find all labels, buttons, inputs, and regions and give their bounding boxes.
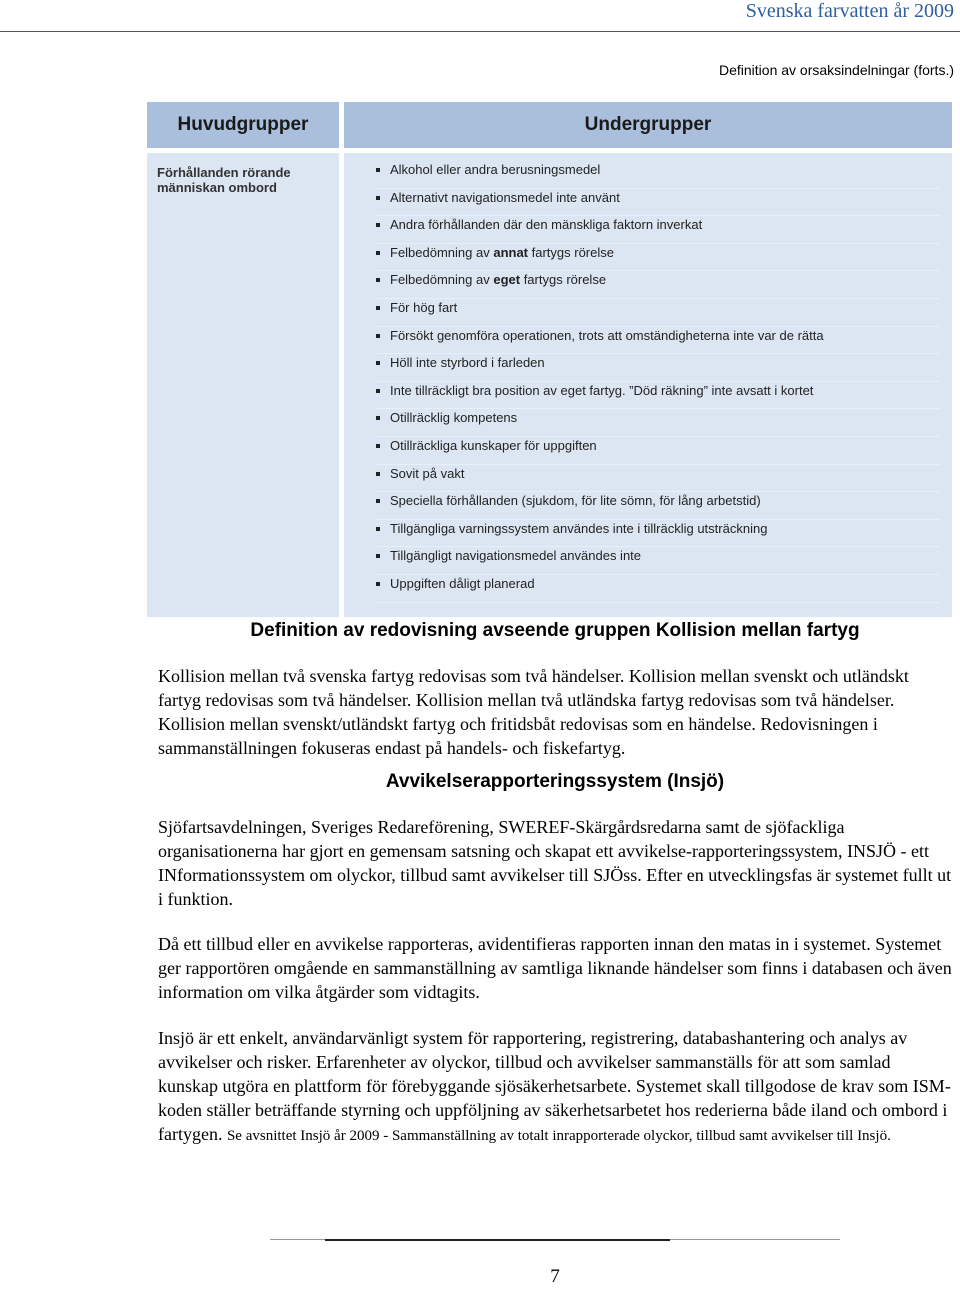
- subgroup-text: Felbedömning av: [390, 244, 494, 260]
- header-divider: [0, 31, 960, 32]
- subgroup-emphasis: annat: [493, 244, 529, 260]
- collision-definition-paragraph: Kollision mellan två svenska fartyg redovisas som två händelser. Kollision mellan svenskt och utländskt fartyg redovisas som två händelser. Kollision mellan två utländska fartyg redovisas som två händelser. Kollision mellan svenskt/utländskt fartyg och fritidsbåt redovisas som en händelse. Redovisningen i sammanställningen fokuseras endast på handels- och fiskefartyg.: [158, 666, 909, 758]
- table-header-row: [147, 102, 952, 148]
- subgroup-text: Andra förhållanden där den mänskliga faktorn inverkat: [390, 217, 703, 233]
- main-group-cell: Förhållanden rörande människan ombord: [147, 153, 344, 617]
- list-item: [376, 382, 940, 410]
- list-item: [376, 575, 940, 603]
- subgroup-text: Otillräckliga kunskaper för uppgiften: [390, 437, 597, 453]
- list-item: [376, 437, 940, 465]
- cause-classification-table: [147, 102, 952, 617]
- subgroup-text: Försökt genomföra operationen, trots att omständigheterna inte var de rätta: [390, 327, 824, 343]
- list-item: [376, 465, 940, 493]
- subgroup-text: För hög fart: [390, 299, 458, 315]
- column-header-subgroups: Undergrupper: [344, 102, 952, 148]
- section-heading-collision-definition: Definition av redovisning avseende gruppen Kollision mellan fartyg: [250, 620, 860, 641]
- list-item: [376, 244, 940, 272]
- subgroup-text-suffix: fartygs rörelse: [528, 244, 614, 260]
- subgroup-emphasis: eget: [493, 272, 521, 288]
- subgroup-text: Tillgängliga varningssystem användes inte i tillräcklig utsträckning: [390, 520, 768, 536]
- insjo-paragraph-2: Då ett tillbud eller en avvikelse rapporteras, avidentifieras rapporten innan den matas in i systemet. Systemet ger rapportören omgående en sammanställning av samtliga liknande händelser som finns i databasen och även information om vilka åtgärder som vidtagits.: [158, 934, 952, 1002]
- subgroup-text: Tillgängligt navigationsmedel användes inte: [390, 548, 642, 564]
- page-number: 7: [550, 1266, 560, 1287]
- footer-divider-accent: [325, 1239, 670, 1241]
- list-item: [376, 271, 940, 299]
- subgroup-text: Felbedömning av: [390, 272, 494, 288]
- list-item: [376, 547, 940, 575]
- subgroup-text: Uppgiften dåligt planerad: [390, 575, 535, 591]
- subgroup-text: Otillräcklig kompetens: [390, 410, 518, 426]
- subgroup-text: Speciella förhållanden (sjukdom, för lite sömn, för lång arbetstid): [390, 493, 761, 509]
- subgroup-text: Höll inte styrbord i farleden: [390, 355, 545, 371]
- continuation-subheading: Definition av orsaksindelningar (forts.): [719, 62, 954, 78]
- insjo-cross-reference-note: Se avsnittet Insjö år 2009 - Sammanställning av totalt inrapporterade olyckor, tillbud samt avvikelser till Insjö.: [226, 1128, 891, 1144]
- subgroup-cell: [344, 153, 952, 617]
- section-heading-insjo: Avvikelserapporteringssystem (Insjö): [385, 771, 725, 792]
- subgroup-list: [376, 161, 952, 603]
- list-item: [376, 354, 940, 382]
- running-header-title: Svenska farvatten år 2009: [745, 0, 954, 22]
- subgroup-text: Alternativt navigationsmedel inte använt: [390, 189, 620, 205]
- subgroup-text: Inte tillräckligt bra position av eget fartyg. ”Död räkning” inte avsatt i kortet: [390, 382, 814, 398]
- insjo-paragraph-1: Sjöfartsavdelningen, Sveriges Redareförening, SWEREF-Skärgårdsredarna samt de sjöfackliga organisationerna har gjort en gemensam satsning och skapat ett avvikelse-rapporteringssystem, INSJÖ - ett INformationssystem om olyckor, tillbud samt avvikelser till SJÖss. Efter en utvecklingsfas är systemet fullt ut i funktion.: [158, 817, 952, 909]
- list-item: [376, 520, 940, 548]
- list-item: [376, 409, 940, 437]
- column-header-main-groups: Huvudgrupper: [147, 102, 344, 148]
- subgroup-text-suffix: fartygs rörelse: [520, 272, 607, 288]
- list-item: [376, 216, 940, 244]
- list-item: [376, 299, 940, 327]
- table-row: [147, 153, 952, 617]
- list-item: [376, 492, 940, 520]
- insjo-paragraph-3-text: Insjö är ett enkelt, användarvänligt system för rapportering, registrering, databashantering och analys av avvikelser och risker. Erfarenheter av olyckor, tillbud och avvikelser sammanställs för att som samlad kunskap utgöra en plattform för förebyggande sjösäkerhetsarbete. Systemet skall tillgodose de krav som ISM-koden ställer beträffande styrning och uppföljning av säkerhetsarbetet hos rederierna både iland och ombord i fartygen.: [158, 1028, 951, 1144]
- insjo-paragraph-3: [158, 1026, 954, 1148]
- list-item: [376, 161, 940, 189]
- subgroup-text: Sovit på vakt: [390, 465, 465, 481]
- subgroup-text: Alkohol eller andra berusningsmedel: [390, 162, 601, 177]
- list-item: [376, 189, 940, 217]
- list-item: [376, 327, 940, 355]
